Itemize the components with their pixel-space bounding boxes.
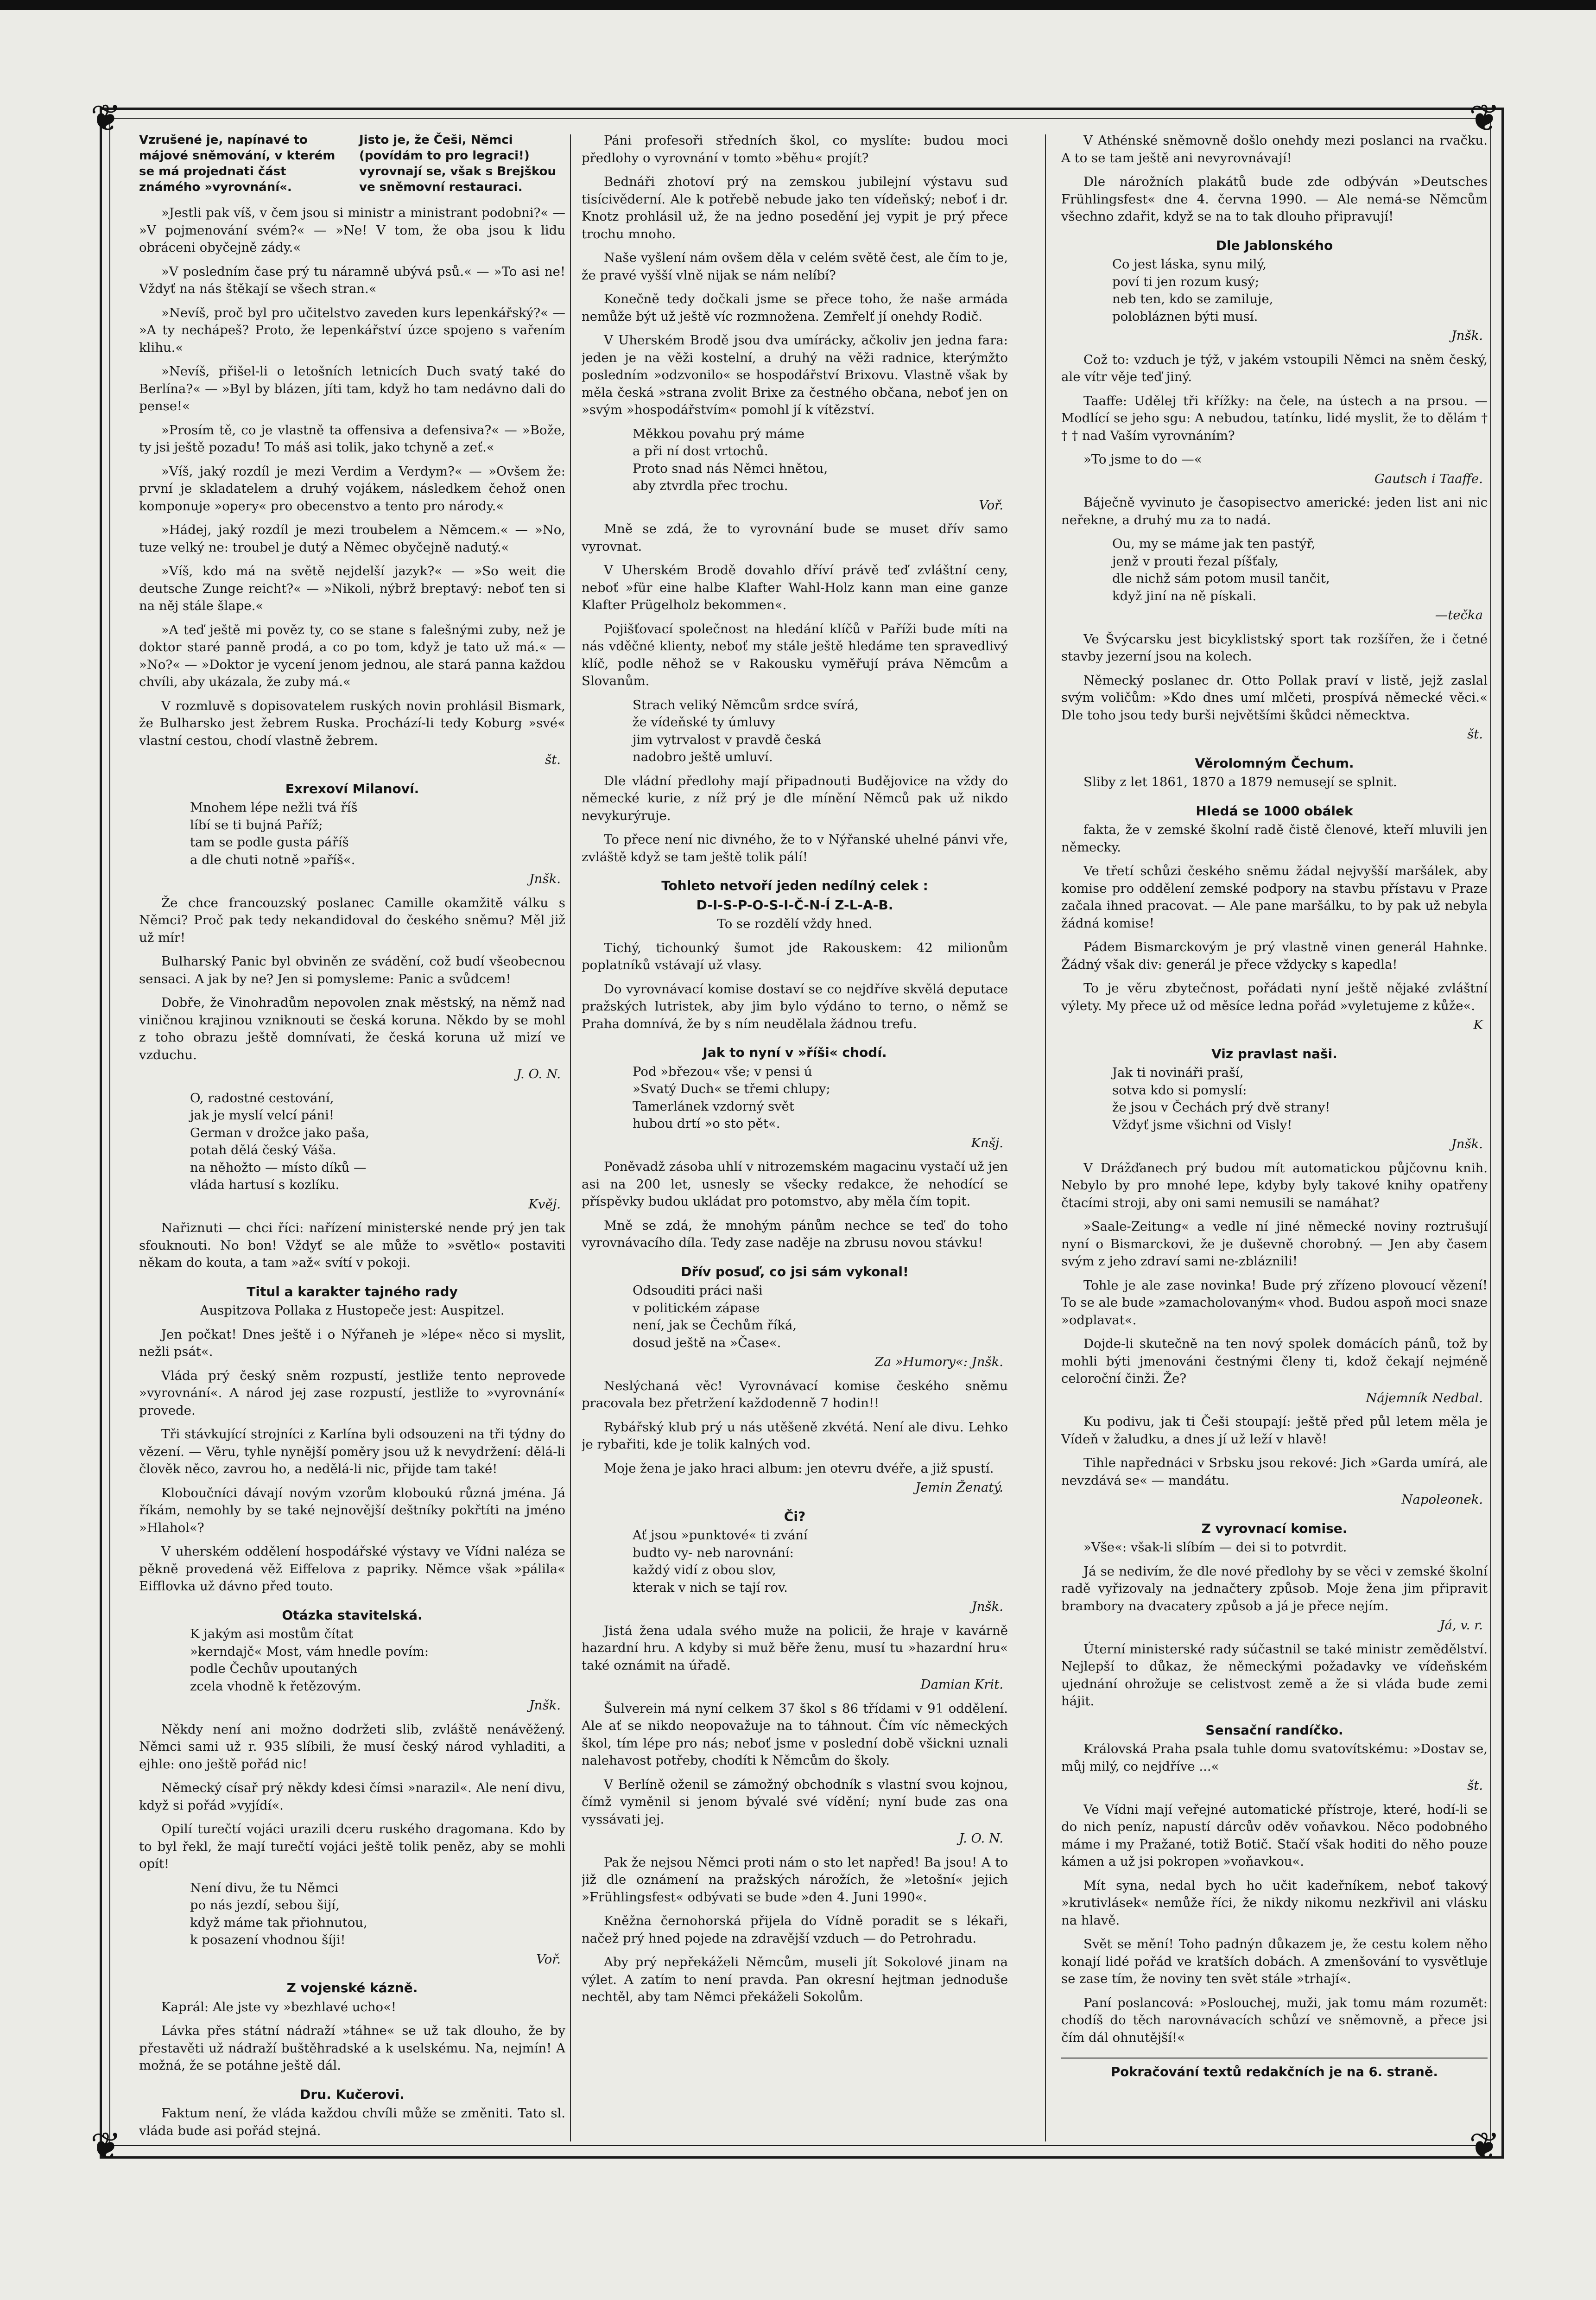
signature: Jnšk. bbox=[1451, 1137, 1483, 1151]
lead-right: Jisto je, že Češi, Němci (povídám to pro legraci!) vyrovnají se, však s Brejškou ve sněmovní restauraci. bbox=[359, 133, 556, 194]
section-heading: Či? bbox=[784, 1508, 806, 1524]
verse: Mnohem lépe nežli tvá říš líbí se ti bujná Paříž; tam se podle gusta páříš a dle chuti notně »paříš«. bbox=[190, 800, 358, 867]
signature: Knšj. bbox=[971, 1135, 1003, 1150]
paragraph: Dojde-li skutečně na ten nový spolek domácích pánů, tož by mohli býti jmenováni čestnými členy ti, kdož čekají nejméně celoroční činži. Že? bbox=[1061, 1336, 1488, 1386]
paragraph: To přece není nic divného, že to v Nýřanské uhelné pánvi vře, zvláště když se tam ještě tolik pálí! bbox=[582, 832, 1008, 864]
paragraph: Bednáři zhotoví prý na zemskou jubilejní výstavu sud tisícivěderní. Ale k potřebě nebude jako ten vídeňský; neboť i dr. Knotz prohlásil už, že na jedno posedění jej vypit je prý přece trochu mnoho. bbox=[582, 174, 1008, 241]
verse: K jakým asi mostům čítat »kerndajč« Most, vám hnedle povím: podle Čechův upoutaných zcela vhodně k řetězovým. bbox=[190, 1627, 429, 1694]
paragraph: V Athénské sněmovně došlo onehdy mezi poslanci na rvačku. A to se tam ještě ani nevyrovnávají! bbox=[1061, 133, 1488, 165]
column-1 bbox=[139, 132, 565, 2144]
paragraph: »Nevíš, proč byl pro učitelstvo zaveden kurs lepenkářský?« — »A ty nechápeš? Proto, že lepenkářství úzce spojeno s vařením klihu.« bbox=[139, 305, 565, 355]
paragraph: Kněžna černohorská přijela do Vídně poradit se s lékaři, načež prý hned pojede na zdravější vzduch — do Petrohradu. bbox=[582, 1913, 1008, 1946]
signature: Jnšk. bbox=[529, 1698, 561, 1713]
paragraph: »Prosím tě, co je vlastně ta offensiva a defensiva?« — »Bože, ty jsi ještě pozadu! To máš asi tolik, jako tchyně a zeť.« bbox=[139, 422, 565, 455]
verse: Co jest láska, synu milý, poví ti jen rozum kusý; neb ten, kdo se zamiluje, polobláznen býti musí. bbox=[1112, 257, 1273, 324]
paragraph: Mít syna, nedal bych ho učit kadeřníkem, neboť takový »krutivlásek« nemůže říci, že nikdy nikomu nezkřivil ani vlásku na hlavě. bbox=[1061, 1878, 1488, 1928]
signature: št. bbox=[1467, 1778, 1483, 1793]
verse: Ať jsou »punktové« ti zvání budto vy- neb narovnání: každý vidí z obou slov, kterak v nich se tají rov. bbox=[633, 1528, 808, 1595]
section-heading: Tohleto netvoří jeden nedílný celek : bbox=[661, 878, 928, 893]
corner-ornament-icon: ❦ bbox=[1469, 96, 1501, 140]
paragraph: Ve Švýcarsku jest bicyklistský sport tak rozšířen, že i četné stavby jezerní jsou na kolech. bbox=[1061, 631, 1488, 664]
signature: Za »Humory«: Jnšk. bbox=[874, 1354, 1003, 1369]
paragraph: Do vyrovnávací komise dostaví se co nejdříve skvělá deputace pražských lutristek, aby jim bylo výdáno to terno, o němž se Praha domnívá, že by s ním neudělala žádnou trefu. bbox=[582, 981, 1008, 1031]
paragraph: Kloboučníci dávají novým vzorům kloboukú různá jména. Já říkám, nemohly by se také nejnovější deštníky pokřtíti na jméno »Hlahol«? bbox=[139, 1485, 565, 1535]
signature: J. O. N. bbox=[516, 1067, 561, 1081]
paragraph: Rybářský klub prý u nás utěšeně zkvétá. Není ale divu. Lehko je rybařiti, kde je tolik kalných vod. bbox=[582, 1419, 1008, 1452]
paragraph: Dle vládní předlohy mají připadnouti Budějovice na vždy do německé kurie, z níž prý je dle mínění Němců pak už nikdo nevykurýruje. bbox=[582, 773, 1008, 823]
signature: Jnšk. bbox=[1451, 328, 1483, 343]
paragraph: Tihle napřednáci v Srbsku jsou rekové: Jich »Garda umírá, ale nevzdává se« — mandátu. bbox=[1061, 1455, 1488, 1488]
paragraph: »Jestli pak víš, v čem jsou si ministr a ministrant podobni?« — »V pojmenování svém?« — »Ne! V tom, že oba jsou k lidu obráceni obyčejně zády.« bbox=[139, 205, 565, 255]
paragraph: »Hádej, jaký rozdíl je mezi troubelem a Němcem.« — »No, tuze velký ne: troubel je dutý a Němec obyčejně nadutý.« bbox=[139, 522, 565, 555]
paragraph: To je věru zbytečnost, pořádati nyní ještě nějaké zvláštní výlety. My přece už od měsíce ledna pořád »vyletujeme z kůže«. bbox=[1061, 981, 1488, 1013]
paragraph: V Uherském Brodě jsou dva umírácky, ačkoliv jen jedna fara: jeden je na věži kostelní, a druhý na věži radnice, kterýmžto posledním »odzvonilo« se hospodářství Brixovu. Vlastně však by měla česká »strana zvolit Brixe za čestného občana, neboť jen on »svým »hospodářstvím« pomohl jí k vítězství. bbox=[582, 333, 1008, 417]
paragraph: Kaprál: Ale jste vy »bezhlavé ucho«! bbox=[161, 1999, 396, 2014]
section-heading: Dřív posuď, co jsi sám vykonal! bbox=[681, 1264, 909, 1279]
section-heading: Sensační randíčko. bbox=[1205, 1722, 1343, 1738]
subheading: Auspitzova Pollaka z Hustopeče jest: Auspitzel. bbox=[200, 1303, 505, 1318]
paragraph: »Vše«: však-li slíbím — dei si to potvrdit. bbox=[1083, 1540, 1347, 1555]
paragraph: Což to: vzduch je týž, v jakém vstoupili Němci na sněm český, ale vítr věje teď jiný. bbox=[1061, 352, 1488, 384]
paragraph: Aby prý nepřekáželi Němcům, museli jít Sokolové jinam na výlet. A zatím to není pravda. Pan okresní hejtman jednoduše nechtěl, aby tam Němci překáželi Sokolům. bbox=[582, 1955, 1008, 2004]
paragraph: fakta, že v zemské školní radě čistě členové, kteří mluvili jen německy. bbox=[1061, 822, 1488, 855]
continuation-note: Pokračování textů redakčních je na 6. straně. bbox=[1061, 2058, 1488, 2081]
paragraph: V Berlíně oženil se zámožný obchodník s vlastní svou kojnou, čímž vyměnil si jenom bývalé své vídění; nyní bude zas ona vyssávati jej. bbox=[582, 1777, 1008, 1827]
paragraph: Ve třetí schůzi českého sněmu žádal nejvyšší maršálek, aby komise pro oddělení zemské podpory na stavbu přístavu v Praze začala ihned pracovat. — Ale pane maršálku, to by pak už nebyla žádná komise! bbox=[1061, 864, 1488, 931]
paragraph: Faktum není, že vláda každou chvíli může se změniti. Tato sl. vláda bude asi pořád stejná. bbox=[139, 2106, 565, 2138]
signature: Gautsch i Taaffe. bbox=[1374, 471, 1483, 486]
paragraph: Pádem Bismarckovým je prý vlastně vinen generál Hahnke. Žádný však div: generál je přece vždycky s kapedla! bbox=[1061, 940, 1488, 972]
verse: Měkkou povahu prý máme a při ní dost vrtochů. Proto snad nás Němci hnětou, aby ztvrdla přec trochu. bbox=[633, 426, 828, 493]
corner-ornament-icon: ❦ bbox=[90, 2124, 122, 2167]
paragraph: »A teď ještě mi pověz ty, co se stane s falešnými zuby, než je doktor staré panně prodá, a co po tom, když je tato už má.« — »No?« — »Doktor je vycení jenom jednou, ale stará panna každou chvíli, aby ukázala, že zuby má.« bbox=[139, 622, 565, 689]
paragraph: Naše vyšlení nám ovšem děla v celém světě čest, ale čím to je, že pravé vyšší vlně nijak se nám nelíbí? bbox=[582, 250, 1008, 283]
paragraph: Šulverein má nyní celkem 37 škol s 86 třídami v 91 oddělení. Ale ať se nikdo neopovažuje na to táhnout. Čím víc německých škol, tím lépe pro nás; neboť jsme v poslední době všickni uznali nalehavost potřeby, chodíti k Němcům do školy. bbox=[582, 1701, 1008, 1768]
section-heading: Jak to nyní v »říši« chodí. bbox=[703, 1045, 887, 1060]
signature: K bbox=[1473, 1017, 1483, 1032]
paragraph: Konečně tedy dočkali jsme se přece toho, že naše armáda nemůže být už ještě víc rozmnožena. Zemřelť jí onehdy Rodič. bbox=[582, 292, 1008, 324]
signature: J. O. N. bbox=[959, 1831, 1003, 1846]
signature: Voř. bbox=[536, 1951, 561, 1967]
signature: Jnšk. bbox=[529, 871, 561, 886]
subheading: To se rozdělí vždy hned. bbox=[717, 916, 873, 931]
paragraph: Bulharský Panic byl obviněn ze svádění, což budí všeobecnou sensaci. A jak by ne? Jen si pomysleme: Panic a svůdcem! bbox=[139, 954, 565, 986]
paragraph-group bbox=[139, 204, 565, 750]
signature: Nájemník Nedbal. bbox=[1366, 1390, 1483, 1405]
paragraph: V uherském oddělení hospodářské výstavy ve Vídni naléza se pěkně provedená věž Eiffelova z papriky. Němce však »pálila« Eifflovka už dávno před touto. bbox=[139, 1544, 565, 1594]
corner-ornament-icon: ❦ bbox=[90, 96, 122, 140]
section-heading: Dle Jablonského bbox=[1216, 237, 1333, 253]
paragraph: Tři stávkující strojníci z Karlína byli odsouzeni na tři týdny do vězení. — Věru, tyhle nynější poměry jsou už k nevydržení: dělá-li člověk něco, zavrou ho, a nedělá-li nic, přijde tam také! bbox=[139, 1427, 565, 1476]
paragraph: Pojišťovací společnost na hledání klíčů v Paříži bude míti na nás vděčné klienty, neboť my stále ještě hledáme ten spravedlivý klíč, podle něhož se v Rakousku vyměřují práva Němcům a Slovanům. bbox=[582, 621, 1008, 688]
paragraph: Páni profesoři středních škol, co myslíte: budou moci předlohy o vyrovnání v tomto »běhu« projít? bbox=[582, 133, 1008, 165]
signature: —tečka bbox=[1435, 608, 1483, 623]
paragraph: Mně se zdá, že to vyrovnání bude se muset dřív samo vyrovnat. bbox=[582, 521, 1008, 554]
column-2 bbox=[582, 132, 1008, 2144]
signature: Damian Krit. bbox=[920, 1677, 1003, 1692]
paragraph: V rozmluvě s dopisovatelem ruských novin prohlásil Bismark, že Bulharsko jest žebrem Ruska. Prochází-li tedy Koburg »své« vlastní cestou, chodí vlastně žebrem. bbox=[139, 698, 565, 748]
paragraph: Ve Vídni mají veřejné automatické přístroje, které, hodí-li se do nich peníz, napustí dárcův oděv voňavkou. Něco podobného máme i my Pražané, totiž Botič. Stačí však hoditi do něho pouze kámen a už jsi pokropen »voňavkou«. bbox=[1061, 1802, 1488, 1869]
paragraph: »Víš, jaký rozdíl je mezi Verdim a Verdym?« — »Ovšem že: první je skladatelem a druhý vojákem, následkem čehož onen komponuje »opery« pro obecenstvo a tento pro národy.« bbox=[139, 464, 565, 514]
paragraph: Já se nedivím, že dle nové předlohy by se věci v zemské školní radě vyřizovaly na jednačtery způsob. Moje žena jim připravit brambory na dvacatery způsob a já je přece nejím. bbox=[1061, 1563, 1488, 1614]
paragraph: Německý císař prý někdy kdesi čímsi »narazil«. Ale není divu, když si pořád »vyjídí«. bbox=[139, 1780, 565, 1813]
paragraph: Sliby z let 1861, 1870 a 1879 nemusejí se splnit. bbox=[1083, 775, 1397, 789]
paragraph: V Drážďanech prý budou mít automatickou půjčovnu knih. Nebylo by pro mnohé lepe, kdyby byly takové knihy opatřeny čtacími stroji, aby oni sami nemusili se namáhat? bbox=[1061, 1160, 1488, 1210]
section-heading: Dru. Kučerovi. bbox=[300, 2086, 405, 2102]
signature: Kvěj. bbox=[528, 1196, 561, 1212]
column-3 bbox=[1061, 132, 1488, 2144]
paragraph: »Nevíš, přišel-li o letošních letnicích Duch svatý také do Berlína?« — »Byl by blázen, jíti tam, když ho tam nedávno dali do pense!« bbox=[139, 364, 565, 413]
paragraph: Tichý, tichounký šumot jde Rakouskem: 42 milionům poplatníků vstávají už vlasy. bbox=[582, 940, 1008, 972]
paragraph: Taaffe: Udělej tři křížky: na čele, na ústech a na prsou. — Modlící se jeho sgu: A nebudou, tatínku, lidé myslit, že to dělám † † † nad Vaším vyrovnáním? bbox=[1061, 393, 1488, 443]
verse: Jak ti novináři praší, sotva kdo si pomyslí: že jsou v Čechách prý dvě strany! Vždyť jsme všichni od Visly! bbox=[1112, 1065, 1330, 1132]
paragraph: Ku podivu, jak ti Češi stoupají: ještě před půl letem měla je Vídeň v žaludku, a dnes jí už leží v hlavě! bbox=[1061, 1414, 1488, 1447]
paragraph: Dle nárožních plakátů bude zde odbýván »Deutsches Frühlingsfest« dne 4. června 1990. — Ale nemá-se Němcům všechno zdařit, když se na to tak dlouho připravují! bbox=[1061, 174, 1488, 224]
verse: Ou, my se máme jak ten pastýř, jenž v prouti řezal píšťaly, dle nichž sám potom musil tančit, když jiní na ně pískali. bbox=[1112, 536, 1330, 604]
paragraph: Tohle je ale zase novinka! Bude prý zřízeno plovoucí vězení! To se ale bude »zamacholovaným« vhod. Budou aspoň moci snaze »odplavat«. bbox=[1061, 1277, 1488, 1328]
paragraph: »Saale-Zeitung« a vedle ní jiné německé noviny roztrušují nyní o Bismarckovi, že je duševně chorobný. — Jen aby časem svým z jeho zdraví sami ne-zbláznili! bbox=[1061, 1219, 1488, 1269]
paragraph: Svět se mění! Toho padnýn důkazem je, že cestu kolem něho konají lidé pořád ve kratších dobách. A zmenšování to vysvětluje se zase tím, že noviny ten svět stále »trhají«. bbox=[1061, 1937, 1488, 1986]
paragraph: Paní poslancová: »Poslouchej, muži, jak tomu mám rozumět: chodíš do těch narovnávacích schůzí ve sněmovně, a přece jsi čím dál ohnutější!« bbox=[1061, 1995, 1488, 2045]
section-heading: Věrolomným Čechum. bbox=[1195, 755, 1354, 771]
verse: Odsouditi práci naši v politickém zápase není, jak se Čechům říká, dosud ještě na »Čase«. bbox=[633, 1283, 797, 1350]
signature: Jemin Ženatý. bbox=[915, 1480, 1003, 1495]
paragraph: Německý poslanec dr. Otto Pollak praví v listě, jejž zaslal svým voličům: »Kdo dnes umí mlčeti, prospívá německé věci.« Dle toho jsou tedy burši největšími škůdci německtva. bbox=[1061, 673, 1488, 723]
section-heading: Exrexoví Milanoví. bbox=[285, 781, 419, 796]
paragraph: Moje žena je jako hraci album: jen otevru dvéře, a již spustí. bbox=[604, 1461, 994, 1476]
paragraph: »To jsme to do —« bbox=[1083, 452, 1202, 467]
corner-ornament-icon: ❦ bbox=[1469, 2124, 1501, 2167]
section-heading: Hledá se 1000 obálek bbox=[1196, 803, 1353, 819]
paragraph: Poněvadž zásoba uhlí v nitrozemském magacinu vystačí už jen asi na 200 let, usnesly se všecky redakce, že nehodící se příspěvky budou ukládat pro potomstvo, aby měla čím topit. bbox=[582, 1159, 1008, 1209]
paragraph: Lávka přes státní nádraží »táhne« se už tak dlouho, že by přestavěti už nádraží buštěhradské a k uselskému. Na, nejmín! A možná, že se potáhne ještě dál. bbox=[139, 2023, 565, 2073]
section-heading: Z vyrovnací komise. bbox=[1201, 1520, 1348, 1536]
section-heading: Viz pravlast naši. bbox=[1211, 1046, 1337, 1061]
paragraph: »Víš, kdo má na světě nejdelší jazyk?« — »So weit die deutsche Zunge reicht?« — »Nikoli, nýbrž breptavý: neboť ten si na něj stále šlape.« bbox=[139, 564, 565, 613]
paragraph: V Uherském Brodě dovahlo dříví právě teď zvláštní ceny, neboť »für eine halbe Klafter Wahl-Holz kann man eine ganze Klafter Prügelholz bekommen«. bbox=[582, 563, 1008, 612]
verse: Strach veliký Němcům srdce svírá, že vídeňské ty úmluvy jim vytrvalost v pravdě česká nadobro ještě umluví. bbox=[633, 697, 859, 764]
column-rule bbox=[1045, 134, 1046, 2141]
paragraph: Mně se zdá, že mnohým pánům nechce se teď do toho vyrovnávacího díla. Tedy zase naděje na zbrusu novou stávku! bbox=[582, 1218, 1008, 1250]
section-heading: Z vojenské kázně. bbox=[286, 1980, 418, 1995]
paragraph: Nařiznuti — chci říci: nařízení ministerské nende prý jen tak sfouknouti. No bon! Vždyť se ale může to »světlo« postaviti někam do kouta, a tam »až« svítí v pokoji. bbox=[139, 1220, 565, 1270]
paragraph: Vláda prý český sněm rozpustí, jestliže tento neprovede »vyrovnání«. A národ jej zase rozpustí, jestliže to »vyrovnání« provede. bbox=[139, 1368, 565, 1418]
verse: Není divu, že tu Němci po nás jezdí, sebou šijí, když máme tak přiohnutou, k posazení vhodnou šíji! bbox=[190, 1880, 367, 1947]
paragraph: Pak že nejsou Němci proti nám o sto let napřed! Ba jsou! A to již dle oznámení na pražských nárožích, že »letošní« jejich »Frühlingsfest« odbývati se bude »den 4. Juni 1990«. bbox=[582, 1855, 1008, 1905]
signature: Jnšk. bbox=[971, 1599, 1003, 1614]
section-heading: Otázka stavitelská. bbox=[282, 1607, 423, 1623]
signature: Já, v. r. bbox=[1439, 1618, 1483, 1633]
paragraph: Královská Praha psala tuhle domu svatovítskému: »Dostav se, můj milý, co nejdříve ...« bbox=[1061, 1741, 1488, 1774]
paragraph: Neslýchaná věc! Vyrovnávací komise českého sněmu pracovala bez přetržení každodenně 7 hodin!! bbox=[582, 1378, 1008, 1410]
paragraph: Jistá žena udala svého muže na policii, že hraje v kavárně hazardní hru. A kdyby si muž běře ženu, musí tu »hazardní hru« také oznámit na úřadě. bbox=[582, 1623, 1008, 1673]
lead-verse bbox=[139, 132, 565, 195]
paragraph: Jen počkat! Dnes ještě i o Nýřaneh je »lépe« něco si myslit, nežli psát«. bbox=[139, 1327, 565, 1359]
section-heading: D-I-S-P-O-S-I-Č-N-Í Z-L-A-B. bbox=[696, 897, 893, 913]
lead-left: Vzrušené je, napínavé to májové sněmování, v kterém se má projednati část známého »vyrovnání«. bbox=[139, 133, 336, 194]
signature: Napoleonek. bbox=[1401, 1492, 1483, 1507]
signature: št. bbox=[545, 752, 561, 767]
verse: O, radostné cestování, jak je myslí velcí páni! German v drožce jako paša, potah dělá český Váša. na něhožto — místo díků — vláda hartusí s kozlíku. bbox=[190, 1090, 369, 1192]
paragraph: Báječně vyvinuto je časopisectvo americké: jeden list ani nic neřekne, a druhý mu za to nadá. bbox=[1061, 495, 1488, 527]
paragraph: Opilí turečtí vojáci urazili dceru ruského dragomana. Kdo by to byl řekl, že mají turečtí vojáci ještě tolik peněz, aby se mohli opít! bbox=[139, 1822, 565, 1871]
paragraph: Někdy není ani možno dodržeti slib, zvláště nenávěžený. Němci sami už r. 935 slíbili, že musí český národ vyhladiti, a ejhle: ono ještě pořád nic! bbox=[139, 1722, 565, 1772]
signature: št. bbox=[1467, 727, 1483, 742]
scan-edge bbox=[0, 0, 1596, 10]
paragraph: Že chce francouzský poslanec Camille okamžitě válku s Němci? Proč pak tedy nekandidoval do českého sněmu? Měl již už mír! bbox=[139, 895, 565, 945]
paragraph: Dobře, že Vinohradům nepovolen znak městský, na němž nad viničnou krajinou vzniknouti se česká koruna. Někdo by se mohl z toho obrazu ještě domnívati, že česká koruna už mizí ve vzduchu. bbox=[139, 995, 565, 1062]
verse: Pod »březou« vše; v pensi ú »Svatý Duch« se třemi chlupy; Tamerlánek vzdorný svět hubou drtí »o sto pět«. bbox=[633, 1064, 830, 1131]
column-rule bbox=[570, 134, 571, 2141]
signature: Voř. bbox=[979, 497, 1003, 513]
section-heading: Titul a karakter tajného rady bbox=[247, 1283, 458, 1299]
paragraph: »V posledním čase prý tu náramně ubývá psů.« — »To asi ne! Vždyť na nás štěkají se všech stran.« bbox=[139, 264, 565, 296]
paragraph: Úterní ministerské rady súčastnil se také ministr zemědělství. Nejlepší to důkaz, že německými požadavky ve vídeňském ujednání ohrožuje se celistvost země a že si vláda bude zemi hájit. bbox=[1061, 1641, 1488, 1709]
